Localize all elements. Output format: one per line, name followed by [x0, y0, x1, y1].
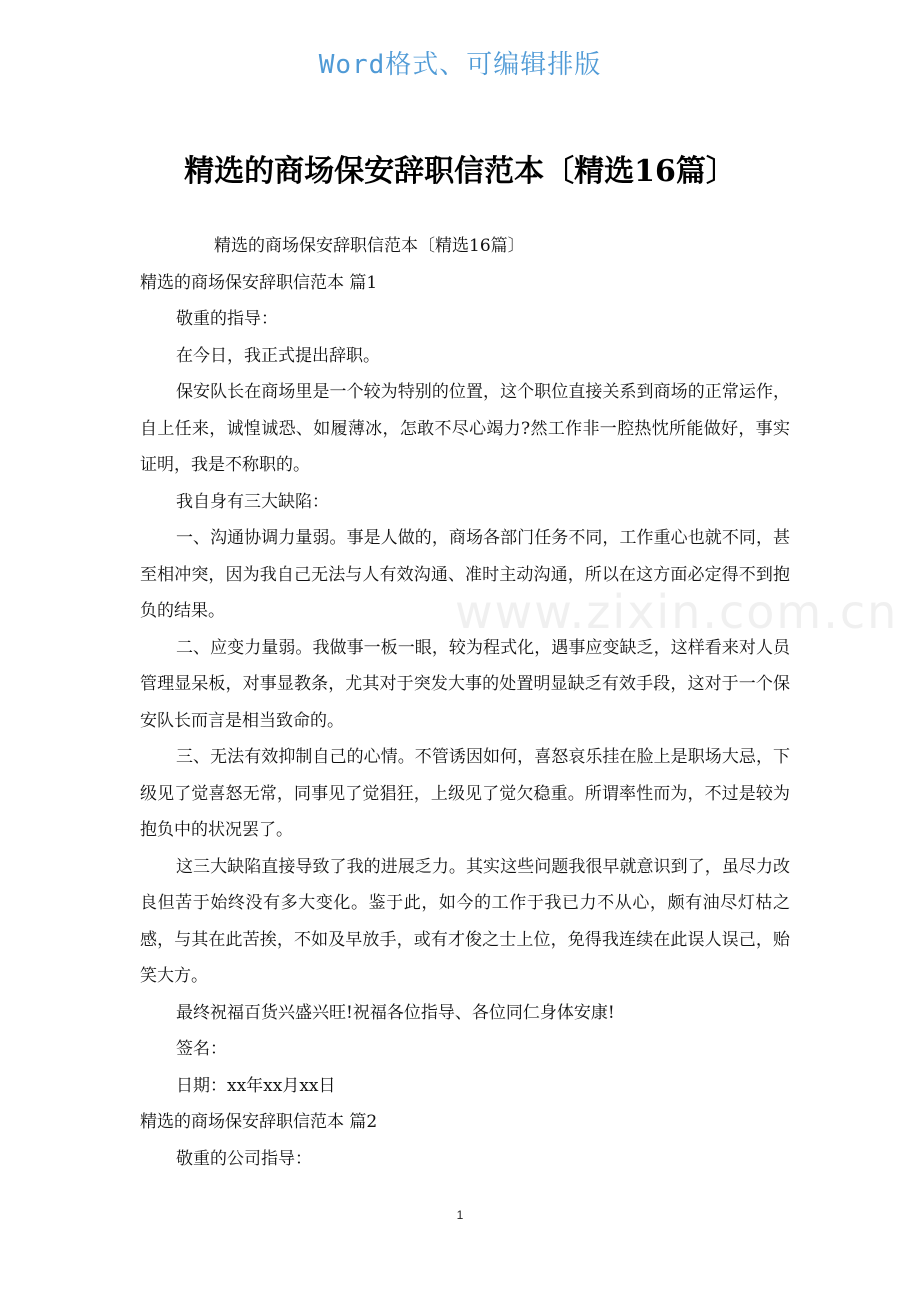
paragraph: 这三大缺陷直接导致了我的进展乏力。其实这些问题我很早就意识到了，虽尽力改良但苦于始终没有多大变化。鉴于此，如今的工作于我已力不从心，颇有油尽灯枯之感，与其在此苦挨，不如及早放手，或有才俊之士上位，免得我连续在此误人误己，贻笑大方。 — [140, 856, 790, 986]
section-heading: 精选的商场保安辞职信范本 篇1 — [140, 272, 378, 293]
salutation: 敬重的公司指导： — [176, 1148, 312, 1169]
format-banner: Word格式、可编辑排版 — [318, 50, 602, 80]
paragraph: 我自身有三大缺陷： — [176, 491, 329, 512]
closing-wishes: 最终祝福百货兴盛兴旺!祝福各位指导、各位同仁身体安康! — [176, 1002, 615, 1023]
document-subtitle: 精选的商场保安辞职信范本〔精选16篇〕 — [214, 236, 525, 256]
signature-line: 签名： — [176, 1039, 227, 1059]
page-number: 1 — [456, 1208, 464, 1222]
paragraph: 二、应变力量弱。我做事一板一眼，较为程式化，遇事应变缺乏，这样看来对人员管理显呆板，对事显教条，尤其对于突发大事的处置明显缺乏有效手段，这对于一个保安队长而言是相当致命的。 — [140, 637, 790, 731]
paragraph: 保安队长在商场里是一个较为特别的位置，这个职位直接关系到商场的正常运作，自上任来，诚惶诚恐、如履薄冰，怎敢不尽心竭力?然工作非一腔热忱所能做好，事实证明，我是不称职的。 — [140, 382, 790, 475]
watermark-text: www.zixin.com.cn — [455, 585, 899, 639]
paragraph: 在今日，我正式提出辞职。 — [176, 345, 380, 366]
section-heading: 精选的商场保安辞职信范本 篇2 — [140, 1112, 378, 1132]
document-title: 精选的商场保安辞职信范本〔精选16篇〕 — [184, 154, 736, 189]
paragraph: 三、无法有效抑制自己的心情。不管诱因如何，喜怒哀乐挂在脸上是职场大忌，下级见了觉喜怒无常，同事见了觉猖狂，上级见了觉欠稳重。所谓率性而为，不过是较为抱负中的状况罢了。 — [140, 747, 790, 840]
date-line: 日期：xx年xx月xx日 — [176, 1075, 336, 1096]
document-body — [140, 228, 790, 1177]
paragraph: 一、沟通协调力量弱。事是人做的，商场各部门任务不同，工作重心也就不同，甚至相冲突，因为我自己无法与人有效沟通、准时主动沟通，所以在这方面必定得不到抱负的结果。 — [140, 528, 790, 621]
salutation: 敬重的指导： — [176, 309, 278, 329]
